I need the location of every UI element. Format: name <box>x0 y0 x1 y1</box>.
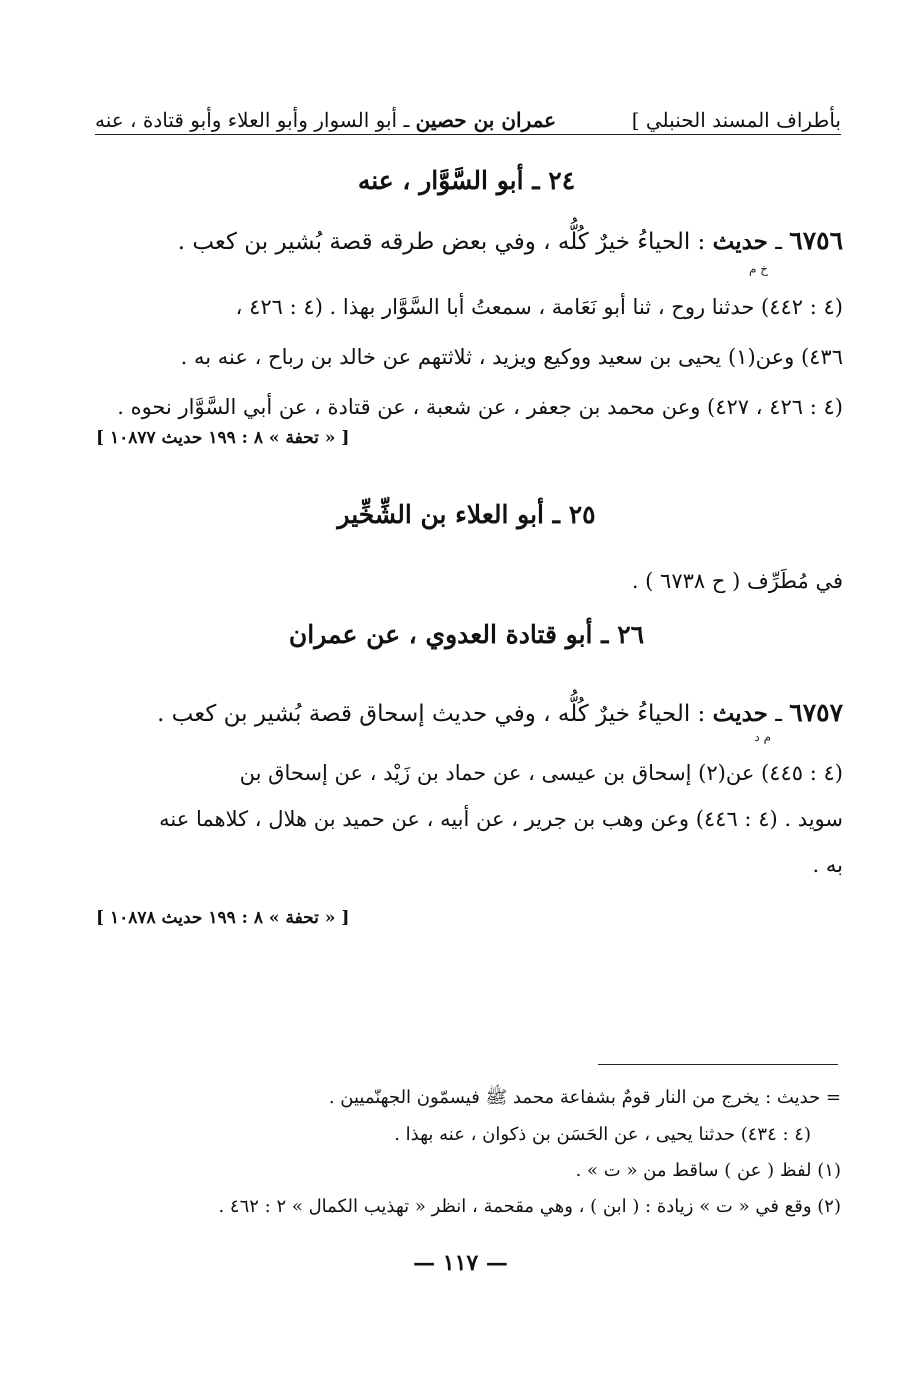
section-heading-24: ٢٤ ـ أبو السَّوَّار ، عنه <box>357 166 576 195</box>
hadith-text: : الحياءُ خيرٌ كُلُّه ، وفي بعض طرقه قصة بُشير بن كعب . <box>177 229 713 255</box>
header-companion-name: عمران بن حصين <box>415 108 557 132</box>
page-number: — ١١٧ — <box>413 1250 508 1276</box>
header-book-title: بأطراف المسند الحنبلي ] <box>631 108 841 132</box>
source-sigla: خ م <box>749 262 768 276</box>
isnad-line: سويد . (٤ : ٤٤٦) وعن وهب بن جرير ، عن أبيه ، عن حميد بن هلال ، كلاهما عنه <box>159 807 843 831</box>
cross-reference-text: في مُطَرِّف ( ح ٦٧٣٨ ) . <box>631 569 843 593</box>
isnad-paragraph-6757 <box>90 750 843 888</box>
section-heading-25: ٢٥ ـ أبو العلاء بن الشِّخِّير <box>337 500 596 529</box>
hadith-text: : الحياءُ خيرٌ كُلُّه ، وفي حديث إسحاق قصة بُشير بن كعب . <box>157 701 713 727</box>
hadith-6756-line <box>90 226 843 255</box>
tuhfa-reference: [ « تحفة » ٨ : ١٩٩ حديث ١٠٨٧٧ ] <box>96 428 350 448</box>
isnad-line: (٤ : ٤٢٦ ، ٤٢٧) وعن محمد بن جعفر ، عن شعبة ، عن قتادة ، عن أبي السَّوَّار نحوه . <box>117 395 843 419</box>
hadith-dash: ـ <box>767 701 790 727</box>
isnad-line: ٤٣٦) وعن(١) يحيى بن سعيد ووكيع ويزيد ، ثلاثتهم عن خالد بن رباح ، عنه به . <box>180 345 843 369</box>
hadith-label: حديث <box>712 228 768 255</box>
isnad-line: (٤ : ٤٤٥) عن(٢) إسحاق بن عيسى ، عن حماد بن زَيْد ، عن إسحاق بن <box>239 761 843 785</box>
isnad-line: (٤ : ٤٤٢) حدثنا روح ، ثنا أبو نَعَامة ، سمعتُ أبا السَّوَّار بهذا . (٤ : ٤٢٦ ، <box>235 295 843 319</box>
hadith-number: ٦٧٥٧ <box>789 698 843 727</box>
running-header <box>95 98 841 132</box>
cross-reference-line <box>90 556 843 606</box>
hadith-dash: ـ <box>767 229 790 255</box>
section-heading-26: ٢٦ ـ أبو قتادة العدوي ، عن عمران <box>288 620 645 649</box>
isnad-line: به . <box>812 853 843 877</box>
footnote-1: (١) لفظ ( عن ) ساقط من « ت » . <box>575 1160 841 1181</box>
hadith-6757-line <box>90 698 843 727</box>
source-sigla: م د <box>754 730 771 744</box>
footnote-continuation-isnad: (٤ : ٤٣٤) حدثنا يحيى ، عن الحَسَن بن ذكوان ، عنه بهذا . <box>394 1124 811 1145</box>
header-chapter-title <box>95 108 556 132</box>
footnote-continuation: = حديث : يخرج من النار قومٌ بشفاعة محمد ﷺ فيسمّون الجهنّميين . <box>328 1087 841 1108</box>
isnad-paragraph-6756 <box>90 282 843 432</box>
footnote-rule <box>598 1064 838 1065</box>
footnote-2: (٢) وقع في « ت » زيادة : ( ابن ) ، وهي مقحمة ، انظر « تهذيب الكمال » ٢ : ٤٦٢ . <box>218 1196 841 1217</box>
header-rule <box>95 134 841 135</box>
tuhfa-reference: [ « تحفة » ٨ : ١٩٩ حديث ١٠٨٧٨ ] <box>96 908 350 928</box>
hadith-number: ٦٧٥٦ <box>789 226 843 255</box>
header-chapter-rest: ـ أبو السوار وأبو العلاء وأبو قتادة ، عنه <box>95 108 416 132</box>
hadith-label: حديث <box>712 700 768 727</box>
